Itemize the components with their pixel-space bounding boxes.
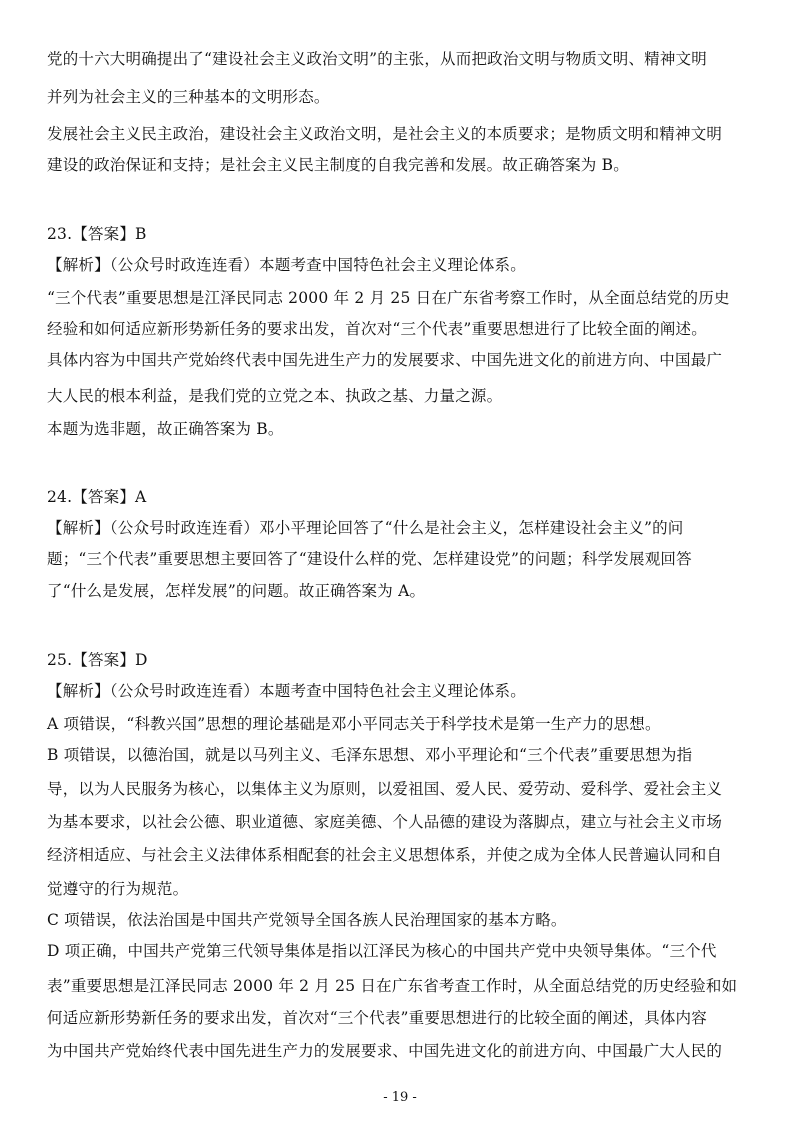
text-line: 了“什么是发展，怎样发展”的问题。故正确答案为 A。 [47, 582, 426, 600]
text-line: 觉遵守的行为规范。 [47, 880, 189, 898]
text-line: B 项错误，以德治国，就是以马列主义、毛泽东思想、邓小平理论和“三个代表”重要思想为指 [47, 746, 693, 764]
text-line: 建设的政治保证和支持；是社会主义民主制度的自我完善和发展。故正确答案为 B。 [47, 156, 629, 174]
text-line: 经验和如何适应新形势新任务的要求出发，首次对“三个代表”重要思想进行了比较全面的阐述。 [47, 320, 707, 338]
text-line: A 项错误，“科教兴国”思想的理论基础是邓小平同志关于科学技术是第一生产力的思想。 [47, 715, 661, 733]
text-line: 具体内容为中国共产党始终代表中国先进生产力的发展要求、中国先进文化的前进方向、中国最广 [47, 351, 723, 369]
text-line: 大人民的根本利益，是我们党的立党之本、执政之基、力量之源。 [47, 387, 503, 405]
answer-heading-23: 23.【答案】B [47, 225, 147, 243]
answer-heading-24: 24.【答案】A [47, 488, 147, 506]
text-line: 为基本要求，以社会公德、职业道德、家庭美德、个人品德的建设为落脚点，建立与社会主义市场 [47, 813, 723, 831]
text-line: 表”重要思想是江泽民同志 2000 年 2 月 25 日在广东省考查工作时，从全面总结党的历史经验和如 [47, 977, 738, 995]
text-line: 经济相适应、与社会主义法律体系相配套的社会主义思想体系，并使之成为全体人民普遍认同和自 [47, 846, 723, 864]
text-line: 党的十六大明确提出了“建设社会主义政治文明”的主张，从而把政治文明与物质文明、精神文明 [47, 50, 707, 68]
text-line: 何适应新形势新任务的要求出发，首次对“三个代表”重要思想进行的比较全面的阐述，具体内容 [47, 1009, 707, 1027]
text-line: 导，以为人民服务为核心，以集体主义为原则，以爱祖国、爱人民、爱劳动、爱科学、爱社会主义 [47, 780, 723, 798]
text-line: 并列为社会主义的三种基本的文明形态。 [47, 88, 330, 106]
page-number: - 19 - [383, 1090, 417, 1105]
text-line: “三个代表”重要思想是江泽民同志 2000 年 2 月 25 日在广东省考察工作时，从全面总结党的历史 [47, 289, 730, 307]
text-line: 题；“三个代表”重要思想主要回答了“建设什么样的党、怎样建设党”的问题；科学发展观回答 [47, 550, 692, 568]
text-line: 发展社会主义民主政治，建设社会主义政治文明，是社会主义的本质要求；是物质文明和精神文明 [47, 125, 723, 143]
analysis-line: 【解析】（公众号时政连连看）本题考查中国特色社会主义理论体系。 [47, 256, 526, 274]
analysis-line: 【解析】（公众号时政连连看）本题考查中国特色社会主义理论体系。 [47, 682, 526, 700]
text-line: D 项正确，中国共产党第三代领导集体是指以江泽民为核心的中国共产党中央领导集体。“三个代 [47, 942, 717, 960]
text-line: 本题为选非题，故正确答案为 B。 [47, 420, 284, 438]
answer-heading-25: 25.【答案】D [47, 651, 148, 669]
text-line: 为中国共产党始终代表中国先进生产力的发展要求、中国先进文化的前进方向、中国最广大人民的 [47, 1042, 723, 1060]
analysis-line: 【解析】（公众号时政连连看）邓小平理论回答了“什么是社会主义，怎样建设社会主义”的问 [47, 519, 684, 537]
text-line: C 项错误，依法治国是中国共产党领导全国各族人民治理国家的基本方略。 [47, 911, 567, 929]
